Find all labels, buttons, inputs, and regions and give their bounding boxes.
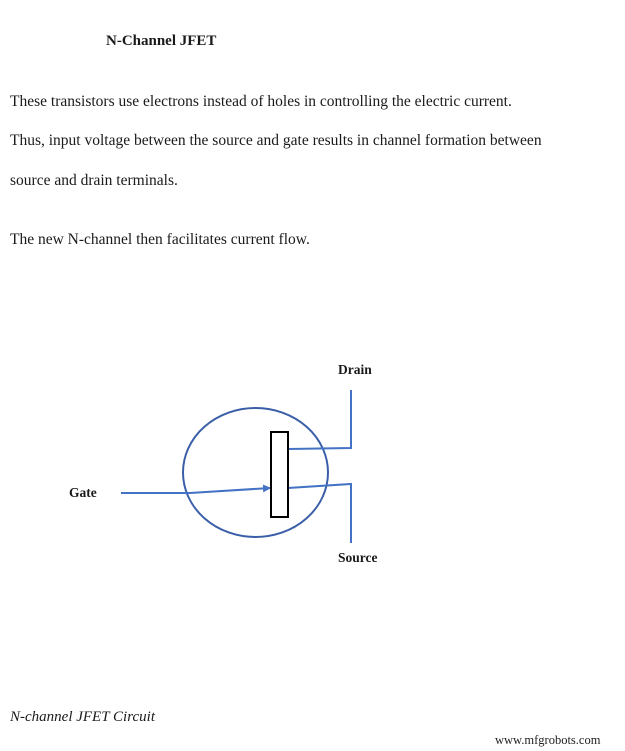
paragraph-line-4: The new N-channel then facilitates current flow. bbox=[10, 231, 310, 248]
page-title: N-Channel JFET bbox=[106, 33, 217, 49]
paragraph-line-3: source and drain terminals. bbox=[10, 172, 178, 189]
paragraph-line-2: Thus, input voltage between the source and gate results in channel formation between bbox=[10, 132, 542, 149]
source-label: Source bbox=[338, 550, 378, 565]
gate-label: Gate bbox=[69, 485, 97, 500]
watermark: www.mfgrobots.com bbox=[495, 733, 601, 747]
drain-label: Drain bbox=[338, 362, 372, 377]
paragraph-line-1: These transistors use electrons instead of holes in controlling the electric current. bbox=[10, 93, 512, 110]
figure-caption: N-channel JFET Circuit bbox=[10, 709, 155, 725]
